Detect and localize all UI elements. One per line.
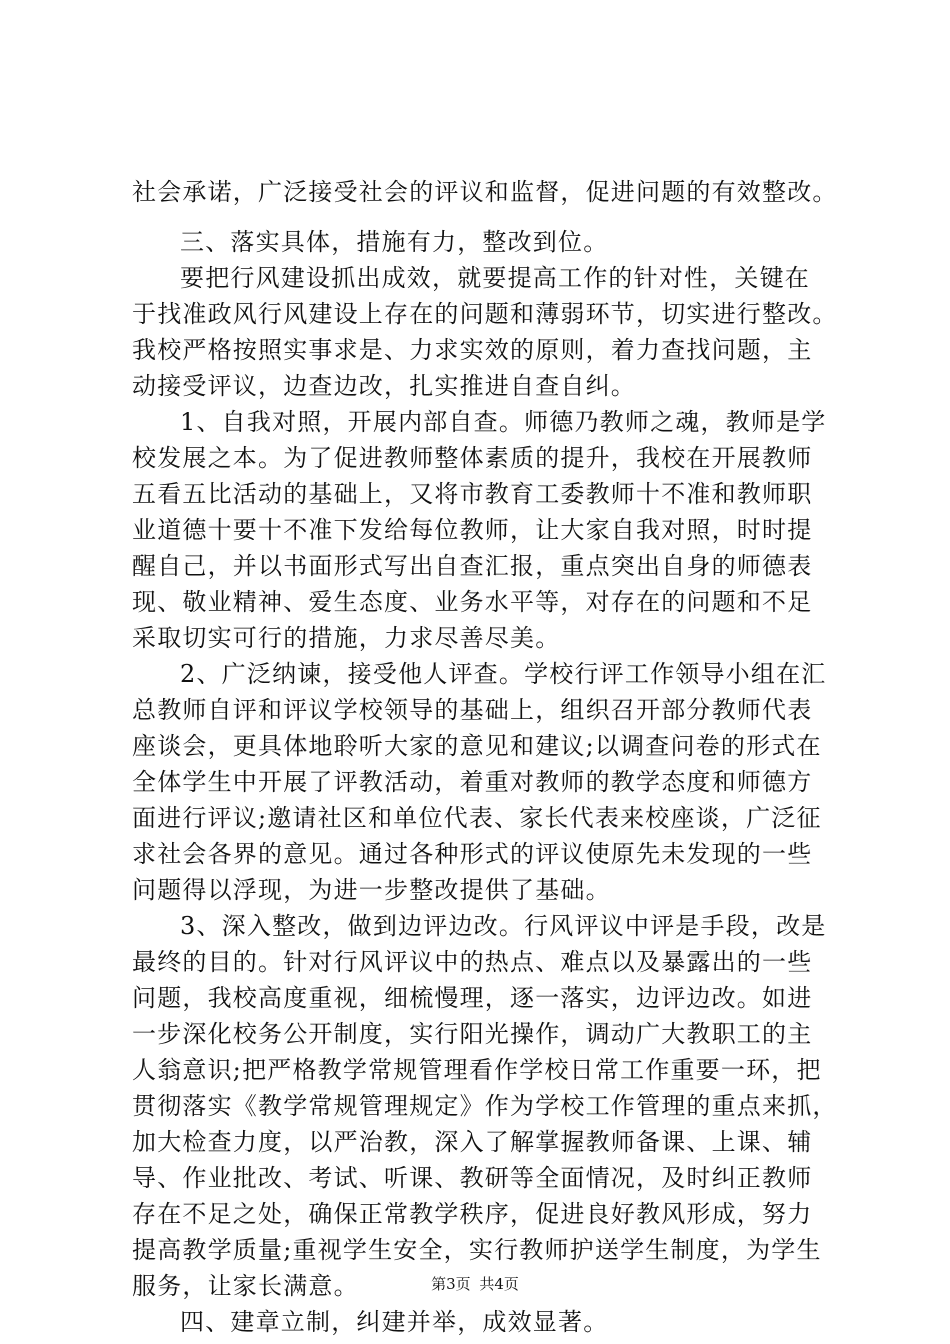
text-line: 总教师自评和评议学校领导的基础上，组织召开部分教师代表	[132, 696, 813, 724]
text-line: 3、深入整改，做到边评边改。行风评议中评是手段，改是	[180, 912, 827, 940]
text-line: 面进行评议;邀请社区和单位代表、家长代表来校座谈，广泛征	[132, 804, 822, 832]
text-line: 人翁意识;把严格教学常规管理看作学校日常工作重要一环，把	[132, 1056, 822, 1084]
text-line: 1、自我对照，开展内部自查。师德乃教师之魂，教师是学	[180, 408, 827, 436]
section-heading: 三、落实具体，措施有力，整改到位。	[180, 228, 609, 256]
text-line: 现、敬业精神、爱生态度、业务水平等，对存在的问题和不足	[132, 588, 813, 616]
text-line: 加大检查力度，以严治教，深入了解掌握教师备课、上课、辅	[132, 1128, 813, 1156]
text-line: 存在不足之处，确保正常教学秩序，促进良好教风形成，努力	[132, 1200, 813, 1228]
text-line: 最终的目的。针对行风评议中的热点、难点以及暴露出的一些	[132, 948, 813, 976]
text-line: 要把行风建设抓出成效，就要提高工作的针对性，关键在	[180, 264, 810, 292]
text-line: 服务，让家长满意。	[132, 1272, 359, 1300]
text-line: 导、作业批改、考试、听课、教研等全面情况，及时纠正教师	[132, 1164, 813, 1192]
section-heading: 四、建章立制，纠建并举，成效显著。	[180, 1308, 609, 1336]
text-line: 座谈会，更具体地聆听大家的意见和建议;以调查问卷的形式在	[132, 732, 822, 760]
text-line: 2、广泛纳谏，接受他人评查。学校行评工作领导小组在汇	[180, 660, 827, 688]
text-line: 醒自己，并以书面形式写出自查汇报，重点突出自身的师德表	[132, 552, 813, 580]
text-line: 采取切实可行的措施，力求尽善尽美。	[132, 624, 561, 652]
text-line: 提高教学质量;重视学生安全，实行教师护送学生制度，为学生	[132, 1236, 822, 1264]
text-line: 问题，我校高度重视，细梳慢理，逐一落实，边评边改。如进	[132, 984, 813, 1012]
text-line: 全体学生中开展了评教活动，着重对教师的教学态度和师德方	[132, 768, 813, 796]
document-body	[132, 174, 852, 1340]
text-line: 我校严格按照实事求是、力求实效的原则，着力查找问题，主	[132, 336, 813, 364]
text-line: 业道德十要十不准下发给每位教师，让大家自我对照，时时提	[132, 516, 813, 544]
text-line: 贯彻落实《教学常规管理规定》作为学校工作管理的重点来抓，	[132, 1092, 838, 1120]
text-line: 动接受评议，边查边改，扎实推进自查自纠。	[132, 372, 636, 400]
page-total: 共4页	[479, 1275, 519, 1293]
text-line: 校发展之本。为了促进教师整体素质的提升，我校在开展教师	[132, 444, 813, 472]
page-number: 第3页	[431, 1275, 471, 1293]
text-line: 一步深化校务公开制度，实行阳光操作，调动广大教职工的主	[132, 1020, 813, 1048]
text-line: 五看五比活动的基础上，又将市教育工委教师十不准和教师职	[132, 480, 813, 508]
text-line: 于找准政风行风建设上存在的问题和薄弱环节，切实进行整改。	[132, 300, 838, 328]
page-footer	[0, 1274, 950, 1294]
text-line: 问题得以浮现，为进一步整改提供了基础。	[132, 876, 611, 904]
text-line: 求社会各界的意见。通过各种形式的评议使原先未发现的一些	[132, 840, 813, 868]
text-line: 社会承诺，广泛接受社会的评议和监督，促进问题的有效整改。	[132, 178, 838, 206]
